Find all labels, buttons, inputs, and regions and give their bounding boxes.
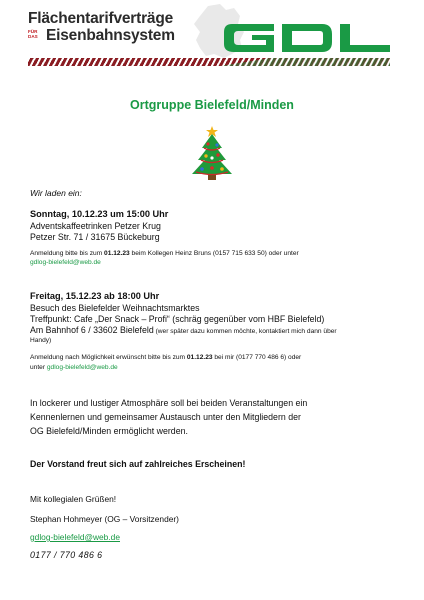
paragraph-line-3: OG Bielefeld/Minden ermöglicht werden. bbox=[30, 426, 188, 436]
atmosphere-paragraph bbox=[30, 396, 307, 438]
letterhead-small-line2: DAS bbox=[28, 34, 38, 40]
letterhead bbox=[0, 0, 424, 80]
event2-email-prefix: unter bbox=[30, 364, 47, 371]
event2-heading: Freitag, 15.12.23 ab 18:00 Uhr bbox=[30, 291, 160, 301]
event2-description: Besuch des Bielefelder Weihnachtsmarktes bbox=[30, 303, 200, 313]
group-title: Ortgruppe Bielefeld/Minden bbox=[130, 98, 294, 112]
letterhead-small-line1: FÜR bbox=[28, 29, 38, 34]
event2-note-suffix: bei mir (0177 770 486 6) oder bbox=[212, 354, 302, 361]
event1-location: Adventskaffeetrinken Petzer Krug bbox=[30, 221, 161, 231]
letterhead-small-text bbox=[28, 29, 48, 39]
event1-note-suffix: beim Kollegen Heinz Bruns (0157 715 633 50) oder unter bbox=[129, 250, 299, 257]
event2-note-date: 01.12.23 bbox=[186, 354, 213, 361]
contact-phone: 0177 / 770 486 6 bbox=[30, 550, 103, 560]
event1-note-date: 01.12.23 bbox=[104, 250, 130, 257]
event1-heading: Sonntag, 10.12.23 um 15:00 Uhr bbox=[30, 209, 169, 219]
event2-late-note-end: Handy) bbox=[30, 337, 52, 344]
event2-address bbox=[30, 325, 337, 335]
event2-note-prefix: Anmeldung nach Möglichkeit erwünscht bitte bis zum bbox=[30, 354, 187, 361]
signature-name: Stephan Hohmeyer (OG – Vorsitzender) bbox=[30, 514, 179, 524]
board-statement: Der Vorstand freut sich auf zahlreiches Erscheinen! bbox=[30, 459, 246, 469]
christmas-tree-icon bbox=[188, 122, 236, 182]
event1-note-prefix: Anmeldung bitte bis zum bbox=[30, 250, 105, 257]
letterhead-title-line1: Flächentarifverträge bbox=[28, 10, 174, 27]
paragraph-line-2: Kennenlernen und gemeinsamer Austausch unter den Mitgliedern der bbox=[30, 412, 301, 422]
event2-email-link[interactable]: gdlog-bielefeld@web.de bbox=[46, 364, 118, 371]
closing-greeting: Mit kollegialen Grüßen! bbox=[30, 494, 117, 504]
invitation-intro: Wir laden ein: bbox=[30, 188, 82, 198]
event1-address: Petzer Str. 71 / 31675 Bückeburg bbox=[30, 232, 160, 242]
event1-email-link[interactable]: gdlog-bielefeld@web.de bbox=[30, 259, 101, 266]
paragraph-line-1: In lockerer und lustiger Atmosphäre soll bei beiden Veranstaltungen ein bbox=[30, 398, 308, 408]
event2-address-text: Am Bahnhof 6 / 33602 Bielefeld bbox=[30, 325, 154, 335]
contact-email-link[interactable]: gdlog-bielefeld@web.de bbox=[30, 532, 120, 542]
event2-email-line bbox=[30, 364, 118, 371]
event2-meeting-point: Treffpunkt: Cafe „Der Snack – Profi“ (schräg gegenüber vom HBF Bielefeld) bbox=[30, 314, 325, 324]
event1-registration-note bbox=[30, 250, 299, 257]
gdl-logo bbox=[222, 22, 392, 54]
letterhead-title-line2: Eisenbahnsystem bbox=[46, 27, 175, 44]
event2-late-note: (wer später dazu kommen möchte, kontaktiert mich dann über bbox=[153, 328, 337, 335]
event2-registration-note bbox=[30, 354, 301, 361]
